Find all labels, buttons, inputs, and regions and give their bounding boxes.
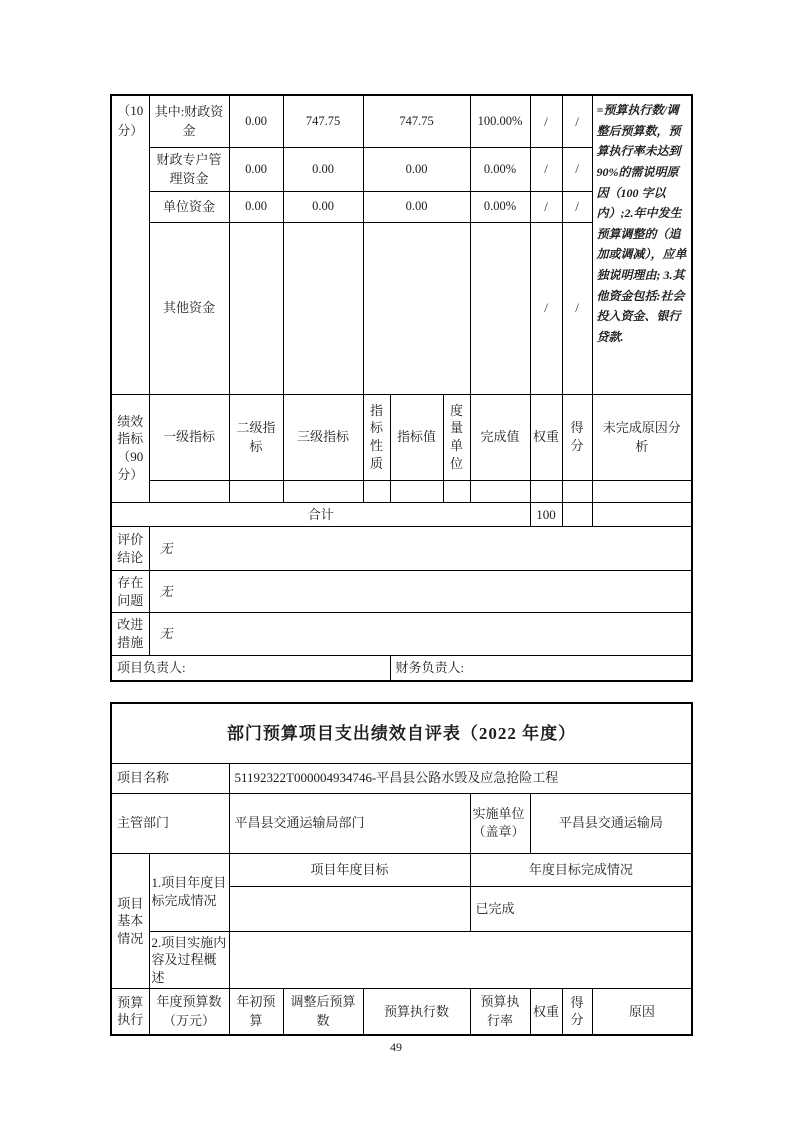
adjusted-budget-value: 747.75	[283, 95, 363, 147]
goal-completion-label: 1.项目年度目标完成情况	[149, 853, 229, 931]
implementation-value	[229, 931, 692, 989]
funding-type-label: 其他资金	[149, 222, 229, 394]
weight-header: 权重	[530, 989, 562, 1035]
funding-row-fiscal	[111, 95, 692, 147]
executed-budget-value: 747.75	[363, 95, 470, 147]
initial-budget-value	[229, 222, 283, 394]
project-name-value: 51192322T000004934746-平昌县公路水毁及应急抢险工程	[229, 763, 692, 793]
total-weight-value: 100	[530, 502, 562, 527]
basic-info-section-label: 项目基本情况	[111, 853, 149, 989]
score-value: /	[562, 222, 592, 394]
managers-row	[111, 656, 692, 681]
initial-budget-value: 0.00	[229, 191, 283, 222]
empty-cell	[470, 480, 530, 502]
problems-value: 无	[149, 571, 692, 613]
weight-value: /	[530, 222, 562, 394]
indicator-nature-header: 指标性质	[363, 394, 390, 480]
execution-rate-value: 100.00%	[470, 95, 530, 147]
implementing-unit-value: 平昌县交通运输局	[530, 793, 692, 853]
funding-type-label: 财政专户管理资金	[149, 147, 229, 191]
empty-cell	[592, 480, 692, 502]
measures-label: 改进措施	[111, 613, 149, 656]
indicator-empty-row	[111, 480, 692, 502]
level1-indicator-header: 一级指标	[149, 394, 229, 480]
empty-cell	[443, 480, 470, 502]
goal-status-value: 已完成	[470, 886, 692, 931]
completed-value-header: 完成值	[470, 394, 530, 480]
indicator-header-row	[111, 394, 692, 480]
adjusted-budget-value: 0.00	[283, 147, 363, 191]
budget-section-label: 预算执行	[111, 989, 149, 1035]
score-header: 得分	[562, 989, 592, 1035]
weight-header: 权重	[530, 394, 562, 480]
level3-indicator-header: 三级指标	[283, 394, 363, 480]
score-section-label: （10 分）	[111, 95, 149, 394]
weight-value: /	[530, 147, 562, 191]
empty-cell	[562, 480, 592, 502]
execution-rate-header: 预算执行率	[470, 989, 530, 1035]
project-name-row	[111, 763, 692, 793]
conclusion-value: 无	[149, 527, 692, 571]
total-label: 合计	[111, 502, 530, 527]
measures-value: 无	[149, 613, 692, 656]
measures-row	[111, 613, 692, 656]
execution-rate-value: 0.00%	[470, 191, 530, 222]
goal-status-header: 年度目标完成情况	[470, 853, 692, 886]
department-value: 平昌县交通运输局部门	[229, 793, 470, 853]
annual-goal-value	[229, 886, 470, 931]
uncompleted-reason-header: 未完成原因分析	[592, 394, 692, 480]
annual-goal-header-row	[111, 853, 692, 886]
level2-indicator-header: 二级指标	[229, 394, 283, 480]
initial-budget-value: 0.00	[229, 147, 283, 191]
self-evaluation-table-2022	[110, 702, 693, 1036]
project-name-label: 项目名称	[111, 763, 229, 793]
measure-unit-header: 度量单位	[443, 394, 470, 480]
self-evaluation-table-continued	[110, 94, 693, 682]
executed-budget-header: 预算执行数	[363, 989, 470, 1035]
implementing-unit-label: 实施单位 （盖章）	[470, 793, 530, 853]
adjusted-budget-value	[283, 222, 363, 394]
implementation-label: 2.项目实施内容及过程概述	[149, 931, 229, 989]
conclusion-label: 评价结论	[111, 527, 149, 571]
score-value: /	[562, 95, 592, 147]
initial-budget-value: 0.00	[229, 95, 283, 147]
score-header: 得分	[562, 394, 592, 480]
empty-cell	[229, 480, 283, 502]
problems-label: 存在问题	[111, 571, 149, 613]
initial-budget-header: 年初预算	[229, 989, 283, 1035]
form-title: 部门预算项目支出绩效自评表（2022 年度）	[111, 703, 692, 763]
score-value: /	[562, 191, 592, 222]
empty-cell	[530, 480, 562, 502]
project-manager-label: 项目负责人:	[111, 656, 390, 681]
adjusted-budget-header: 调整后预算数	[283, 989, 363, 1035]
total-reason-value	[592, 502, 692, 527]
conclusion-row	[111, 527, 692, 571]
annual-goal-header: 项目年度目标	[229, 853, 470, 886]
form-title-row	[111, 703, 692, 763]
department-label: 主管部门	[111, 793, 229, 853]
empty-cell	[390, 480, 443, 502]
weight-value: /	[530, 95, 562, 147]
problems-row	[111, 571, 692, 613]
executed-budget-value: 0.00	[363, 147, 470, 191]
adjusted-budget-value: 0.00	[283, 191, 363, 222]
weight-value: /	[530, 191, 562, 222]
total-row	[111, 502, 692, 527]
execution-rate-value	[470, 222, 530, 394]
funding-type-label: 其中:财政资金	[149, 95, 229, 147]
indicator-section-label: 绩效指标（90 分）	[111, 394, 149, 502]
total-score-value	[562, 502, 592, 527]
execution-rate-value: 0.00%	[470, 147, 530, 191]
executed-budget-value: 0.00	[363, 191, 470, 222]
empty-cell	[149, 480, 229, 502]
execution-note: =预算执行数/调整后预算数，预算执行率未达到 90%的需说明原因（100 字以内）;2.年中发生预算调整的（追加或调减），应单独说明理由; 3.其他资金包括:社会投入资金、银行贷款.	[592, 95, 692, 394]
finance-manager-label: 财务负责人:	[390, 656, 692, 681]
budget-header-row	[111, 989, 692, 1035]
department-row	[111, 793, 692, 853]
score-value: /	[562, 147, 592, 191]
funding-type-label: 单位资金	[149, 191, 229, 222]
empty-cell	[363, 480, 390, 502]
annual-budget-header: 年度预算数（万元）	[149, 989, 229, 1035]
empty-cell	[283, 480, 363, 502]
executed-budget-value	[363, 222, 470, 394]
page-number: 49	[390, 1040, 402, 1054]
implementation-row	[111, 931, 692, 989]
indicator-value-header: 指标值	[390, 394, 443, 480]
reason-header: 原因	[592, 989, 692, 1035]
